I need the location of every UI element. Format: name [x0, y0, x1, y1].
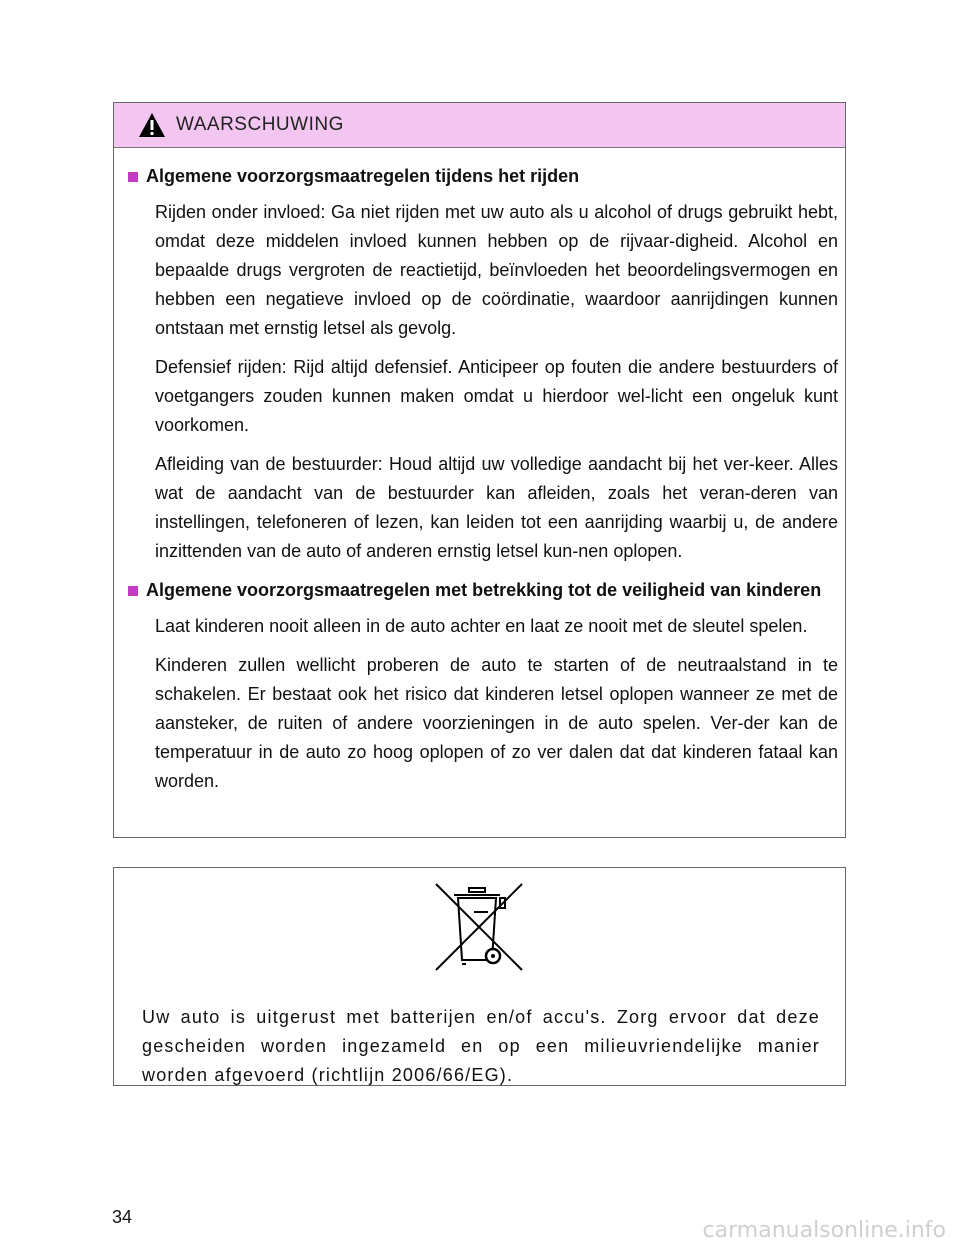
recycling-notice: Uw auto is uitgerust met batterijen en/of accu's. Zorg ervoor dat deze gescheiden worden ingezameld en op een milieuvriendelijke manier worden afgevoerd (richtlijn 2006/66/EG). — [142, 1007, 820, 1085]
paragraph: Afleiding van de bestuurder: Houd altijd uw volledige aandacht bij het ver-keer. Alles wat de aandacht van de bestuurder kan afleiden, zoals het veran-deren van instellingen, telefoneren of lezen, kan leiden tot een aanrijding waarbij u, de andere inzittenden van de auto of anderen ernstig letsel kun-nen oplopen. — [155, 454, 838, 561]
paragraph: Defensief rijden: Rijd altijd defensief. Anticipeer op fouten die andere bestuurders of voetgangers zouden kunnen maken omdat u hierdoor wel-licht een ongeluk kunt voorkomen. — [155, 357, 838, 435]
paragraph: Laat kinderen nooit alleen in de auto achter en laat ze nooit met de sleutel spelen. — [155, 616, 808, 636]
section-heading: Algemene voorzorgsmaatregelen tijdens het rijden — [126, 162, 838, 191]
warning-title: WAARSCHUWING — [176, 114, 344, 135]
watermark: carmanualsonline.info — [702, 1218, 946, 1243]
warning-body — [114, 148, 845, 796]
warning-box — [113, 102, 846, 838]
recycling-box — [113, 867, 846, 1086]
warning-header — [114, 103, 845, 148]
warning-triangle-icon — [138, 112, 166, 138]
square-bullet-icon — [128, 172, 138, 182]
square-bullet-icon — [128, 586, 138, 596]
paragraph: Rijden onder invloed: Ga niet rijden met uw auto als u alcohol of drugs gebruikt hebt, omdat deze middelen invloed kunnen hebben op de rijvaar-digheid. Alcohol en bepaalde drugs vergroten de reactietijd, beïnvloeden het beoordelingsvermogen en hebben een negatieve invloed op de coördinatie, waardoor aanrijdingen kunnen ontstaan met ernstig letsel als gevolg. — [155, 202, 838, 338]
section-heading: Algemene voorzorgsmaatregelen met betrekking tot de veiligheid van kinderen — [126, 576, 838, 605]
paragraph: Kinderen zullen wellicht proberen de auto te starten of de neutraalstand in te schakelen. Er bestaat ook het risico dat kinderen letsel oplopen wanneer ze met de aansteker, de ruiten of andere voorzieningen in de auto spelen. Ver-der kan de temperatuur in de auto zo hoog oplopen of zo ver dalen dat dat kinderen fataal kan worden. — [155, 655, 838, 791]
page-number: 34 — [112, 1207, 133, 1227]
crossed-out-bin-icon — [434, 882, 526, 974]
